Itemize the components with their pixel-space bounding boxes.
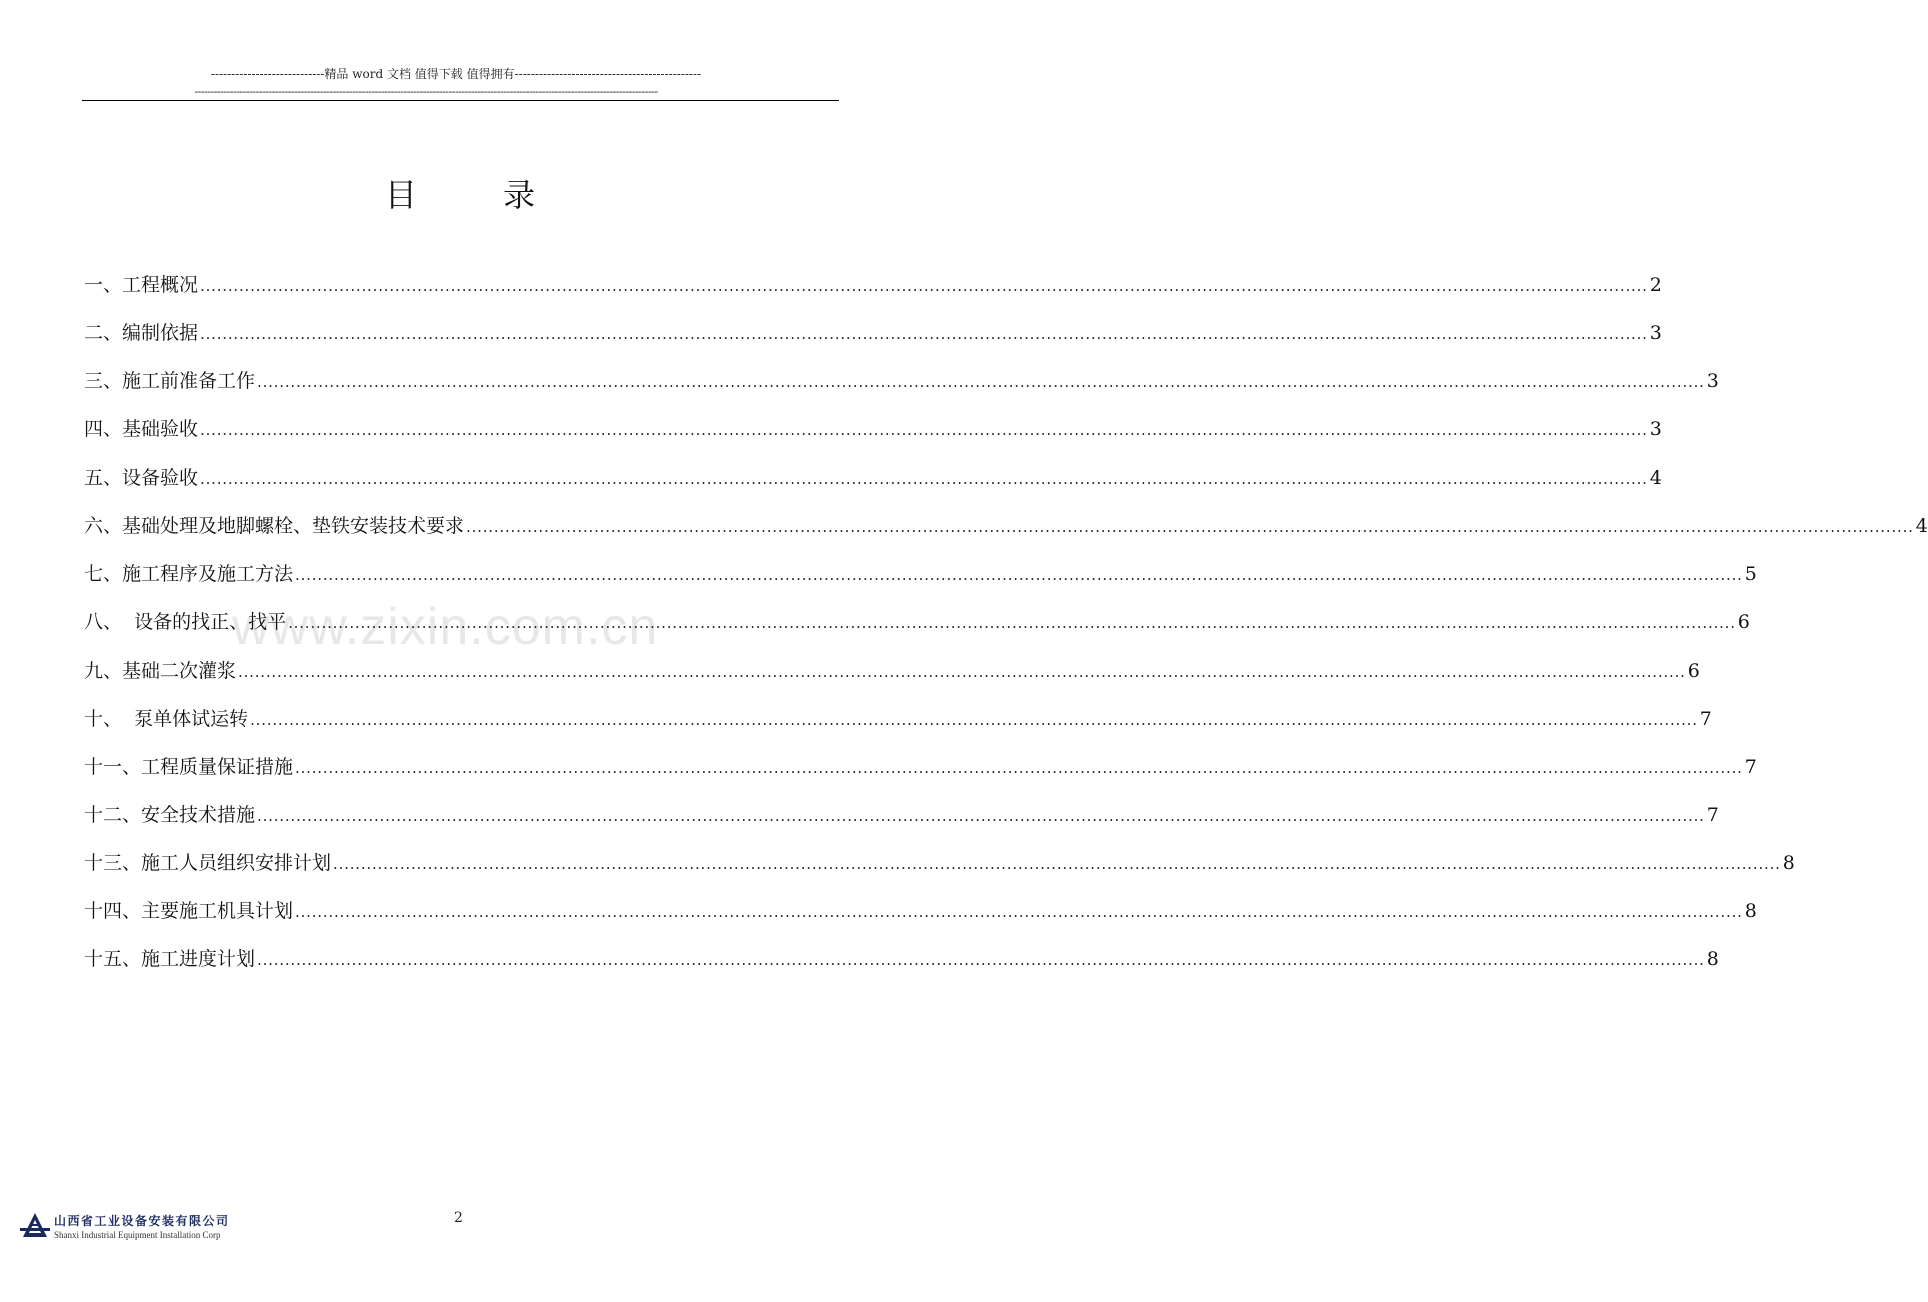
toc-entry-label: 一、工程概况: [84, 274, 199, 296]
toc-leader-dots: ....................................................................................................................................................................................................................................................................: [257, 951, 1705, 969]
toc-entry-9[interactable]: [84, 656, 1700, 686]
toc-entry-page: 7: [1699, 708, 1712, 730]
toc-entry-label: 十、 泵单体试运转: [84, 708, 249, 730]
toc-entry-label: 九、基础二次灌浆: [84, 660, 237, 682]
toc-entry-12[interactable]: [84, 800, 1719, 830]
toc-leader-dots: ....................................................................................................................................................................................................................................................................: [257, 373, 1705, 391]
toc-entry-3[interactable]: [84, 366, 1719, 396]
toc-entry-label: 十四、主要施工机具计划: [84, 900, 294, 922]
watermark: www.zixin.com.cn: [232, 598, 659, 656]
toc-entry-8[interactable]: [84, 607, 1750, 637]
toc-entry-11[interactable]: [84, 752, 1757, 782]
toc-entry-label: 十二、安全技术措施: [84, 804, 256, 826]
toc-entry-label: 十一、工程质量保证措施: [84, 756, 294, 778]
toc-entry-label: 八、 设备的找正、找平: [84, 611, 287, 633]
toc-leader-dots: ....................................................................................................................................................................................................................................................................: [295, 903, 1743, 921]
toc-entry-1[interactable]: [84, 270, 1662, 300]
toc-leader-dots: ....................................................................................................................................................................................................................................................................: [200, 470, 1648, 488]
toc-entry-page: 8: [1782, 852, 1795, 874]
toc-entry-label: 二、编制依据: [84, 322, 199, 344]
toc-entry-label: 六、基础处理及地脚螺栓、垫铁安装技术要求: [84, 515, 465, 537]
toc-entry-page: 2: [1649, 274, 1662, 296]
header-rule: [82, 100, 839, 101]
document-header: [82, 64, 838, 100]
toc-entry-label: 十三、施工人员组织安排计划: [84, 852, 332, 874]
footer-company-name: 山西省工业设备安装有限公司: [54, 1214, 230, 1228]
toc-entry-page: 3: [1649, 418, 1662, 440]
toc-entry-label: 五、设备验收: [84, 467, 199, 489]
toc-entry-label: 十五、施工进度计划: [84, 948, 256, 970]
toc-leader-dots: ....................................................................................................................................................................................................................................................................: [295, 759, 1743, 777]
toc-entry-page: 7: [1706, 804, 1719, 826]
toc-entry-page: 3: [1649, 322, 1662, 344]
toc-leader-dots: ....................................................................................................................................................................................................................................................................: [200, 277, 1648, 295]
header-banner-text: ----------------------------精品 word 文档 值得下载 值得拥有----------------------------------------------: [210, 67, 702, 81]
company-logo-icon: [20, 1211, 50, 1241]
toc-leader-dots: ....................................................................................................................................................................................................................................................................: [238, 663, 1686, 681]
page-title: 目 录: [384, 176, 574, 214]
toc-entry-6[interactable]: [84, 511, 1928, 541]
toc-entry-4[interactable]: [84, 414, 1662, 444]
header-dash-line: ------------------------------------------------------------------------------------------------------------------------------------------------: [194, 85, 658, 98]
toc-entry-page: 4: [1915, 515, 1928, 537]
toc-entry-10[interactable]: [84, 704, 1712, 734]
toc-entry-5[interactable]: [84, 463, 1662, 493]
toc-entry-page: 7: [1744, 756, 1757, 778]
toc-entry-14[interactable]: [84, 896, 1757, 926]
toc-entry-7[interactable]: [84, 559, 1757, 589]
toc-entry-page: 5: [1744, 563, 1757, 585]
toc-leader-dots: ....................................................................................................................................................................................................................................................................: [466, 518, 1914, 536]
toc-entry-page: 4: [1649, 467, 1662, 489]
toc-leader-dots: ....................................................................................................................................................................................................................................................................: [288, 614, 1736, 632]
toc-entry-page: 6: [1737, 611, 1750, 633]
toc-entry-page: 6: [1687, 660, 1700, 682]
toc-entry-label: 七、施工程序及施工方法: [84, 563, 294, 585]
toc-entry-13[interactable]: [84, 848, 1795, 878]
footer-company-name-en: Shanxi Industrial Equipment Installation Corp: [54, 1230, 221, 1240]
toc-leader-dots: ....................................................................................................................................................................................................................................................................: [200, 325, 1648, 343]
toc-entry-page: 3: [1706, 370, 1719, 392]
toc-entry-label: 四、基础验收: [84, 418, 199, 440]
toc-entry-15[interactable]: [84, 944, 1719, 974]
toc-leader-dots: ....................................................................................................................................................................................................................................................................: [295, 566, 1743, 584]
page-number: 2: [454, 1210, 463, 1226]
toc-entry-2[interactable]: [84, 318, 1662, 348]
toc-leader-dots: ....................................................................................................................................................................................................................................................................: [257, 807, 1705, 825]
toc-leader-dots: ....................................................................................................................................................................................................................................................................: [250, 711, 1698, 729]
toc-entry-page: 8: [1706, 948, 1719, 970]
toc-entry-label: 三、施工前准备工作: [84, 370, 256, 392]
toc-leader-dots: ....................................................................................................................................................................................................................................................................: [333, 855, 1781, 873]
toc-leader-dots: ....................................................................................................................................................................................................................................................................: [200, 421, 1648, 439]
toc-entry-page: 8: [1744, 900, 1757, 922]
